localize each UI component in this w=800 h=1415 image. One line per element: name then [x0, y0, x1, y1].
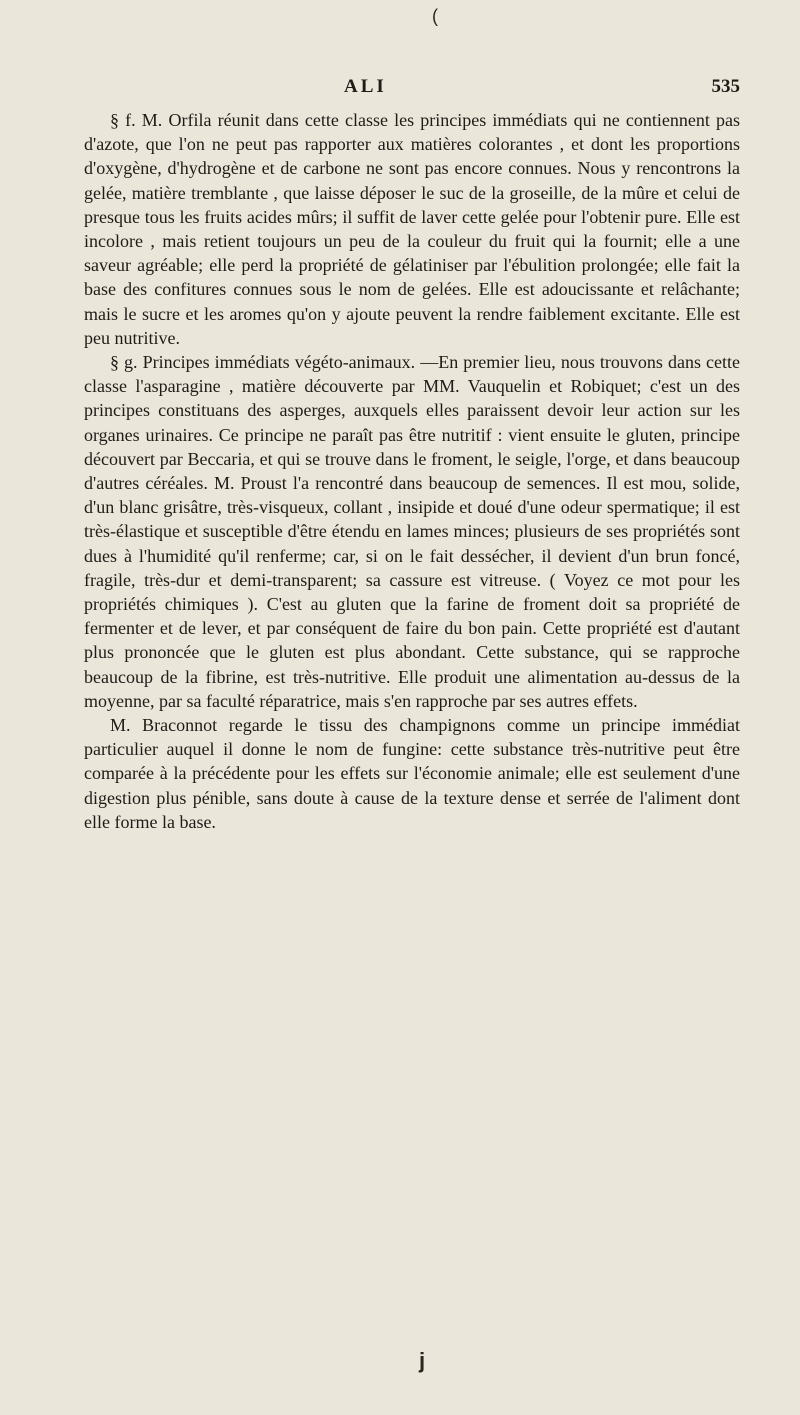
- running-head: ALI: [344, 76, 387, 97]
- margin-mark-bottom: j: [419, 1348, 426, 1373]
- paragraph-fungine: M. Braconnot regarde le tissu des champignons comme un principe immédiat particulier auquel il donne le nom de fungine: cette substance très-nutritive peut être comparée à la précédente pour les effets sur l'économie animale; elle est seulement d'une digestion plus pénible, sans doute à cause de la texture dense et serrée de l'aliment dont elle forme la base.: [84, 715, 740, 832]
- page-number: 535: [711, 76, 740, 97]
- margin-mark-top: (: [432, 6, 438, 26]
- paragraph-principes-vegeto-animaux: § g. Principes immédiats végéto-animaux. —En premier lieu, nous trouvons dans cette classe l'asparagine , matière découverte par MM. Vauquelin et Robiquet; c'est un des principes constituans des asperges, auxquels elles paraissent devoir leur action sur les organes urinaires. Ce principe ne paraît pas être nutritif : vient ensuite le gluten, principe découvert par Beccaria, et qui se trouve dans le froment, le seigle, l'orge, et dans beaucoup d'autres céréales. M. Proust l'a rencontré dans beaucoup de semences. Il est mou, solide, d'un blanc grisâtre, très-visqueux, collant , insipide et doué d'une odeur spermatique; il est très-élastique et susceptible d'être étendu en lames minces; plusieurs de ses propriétés sont dues à l'humidité qu'il renferme; car, si on le fait dessécher, il devient d'un brun foncé, fragile, très-dur et demi-transparent; sa cassure est vitreuse. ( Voyez ce mot pour les propriétés chimiques ). C'est au gluten que la farine de froment doit sa propriété de fermenter et de lever, et par conséquent de faire du bon pain. Cette propriété est d'autant plus prononcée que le gluten est plus abondant. Cette substance, qui se rapproche beaucoup de la fibrine, est très-nutritive. Elle produit une alimentation au-dessus de la moyenne, par sa faculté réparatrice, mais s'en rapproche par ses autres effets.: [84, 352, 740, 711]
- page-header: [84, 76, 740, 102]
- body-text: [84, 108, 740, 834]
- paragraph-gelee: § f. M. Orfila réunit dans cette classe les principes immédiats qui ne contiennent pas d'azote, que l'on ne peut pas rapporter aux matières colorantes , et dont les proportions d'oxygène, d'hydrogène et de carbone ne sont pas encore connues. Nous y rencontrons la gelée, matière tremblante , que laisse déposer le suc de la groseille, de la mûre et celui de presque tous les fruits acides mûrs; il suffit de laver cette gelée pour l'obtenir pure. Elle est incolore , mais retient toujours un peu de la couleur du fruit qui la fournit; elle a une saveur agréable; elle perd la propriété de gélatiniser par l'ébulition prolongée; elle fait la base des confitures connues sous le nom de gelées. Elle est adoucissante et relâchante; mais le sucre et les aromes qu'on y ajoute peuvent la rendre faiblement excitante. Elle est peu nutritive.: [84, 110, 740, 348]
